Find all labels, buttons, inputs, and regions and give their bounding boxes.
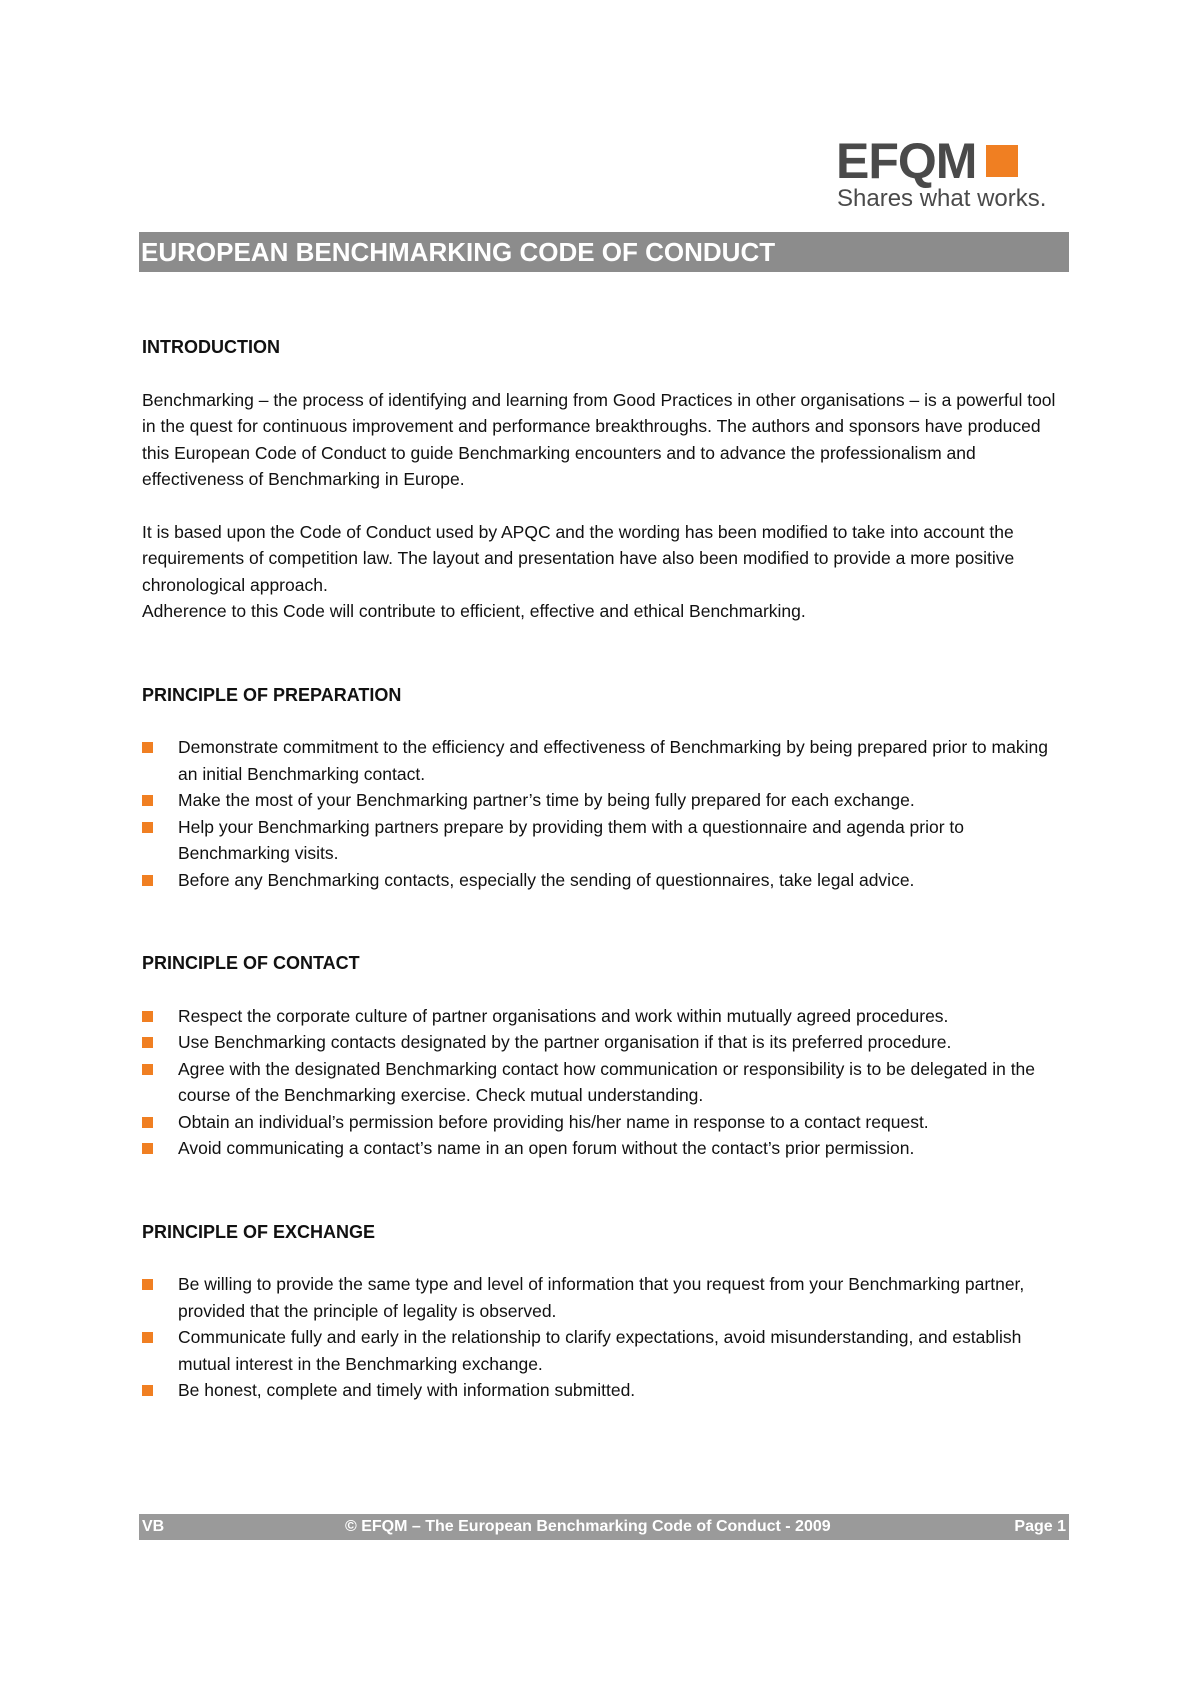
list-item [142,867,1072,894]
square-bullet-icon [142,822,153,833]
list-item [142,1271,1072,1324]
footer-copyright: © EFQM – The European Benchmarking Code of Conduct - 2009 [345,1518,831,1535]
logo-wordmark: EFQM [836,133,977,189]
contact-heading: PRINCIPLE OF CONTACT [142,953,360,973]
list-item-text: Before any Benchmarking contacts, especially the sending of questionnaires, take legal advice. [178,869,915,890]
list-item-text: Help your Benchmarking partners prepare by providing them with a questionnaire and agenda prior to Benchmarking visits. [178,816,965,863]
list-item-text: Communicate fully and early in the relationship to clarify expectations, avoid misunderstanding, and establish mutual interest in the Benchmarking exchange. [178,1327,1022,1374]
list-item-text: Use Benchmarking contacts designated by the partner organisation if that is its preferred procedure. [178,1032,952,1052]
footer-page-number: Page 1 [1014,1518,1066,1535]
square-bullet-icon [142,1011,153,1022]
list-item-text: Make the most of your Benchmarking partner’s time by being fully prepared for each exchange. [178,790,915,810]
square-bullet-icon [142,1117,153,1128]
list-item [142,1029,1072,1056]
introduction-paragraph-2: It is based upon the Code of Conduct used by APQC and the wording has been modified to take into account the requirements of competition law. The layout and presentation have also been modified to provide a more positive chronological approach. [142,521,1015,595]
list-item [142,1109,1072,1136]
document-title: EUROPEAN BENCHMARKING CODE OF CONDUCT [141,237,776,267]
list-item-text: Be honest, complete and timely with information submitted. [178,1380,636,1400]
square-bullet-icon [142,742,153,753]
list-item [142,734,1072,787]
list-item [142,787,1072,814]
introduction-paragraph-1: Benchmarking – the process of identifying and learning from Good Practices in other organisations – is a powerful tool in the quest for continuous improvement and performance breakthroughs. The authors and sponsors have produced this European Code of Conduct to guide Benchmarking encounters and to advance the professionalism and effectiveness of Benchmarking in Europe. [142,389,1056,489]
list-item-text: Avoid communicating a contact’s name in an open forum without the contact’s prior permission. [178,1138,915,1158]
list-item [142,814,1072,867]
logo-square-icon [986,145,1018,177]
preparation-list [142,734,1072,893]
list-item-text: Obtain an individual’s permission before providing his/her name in response to a contact request. [178,1111,929,1132]
contact-list [142,1003,1072,1162]
exchange-heading: PRINCIPLE OF EXCHANGE [142,1221,376,1242]
square-bullet-icon [142,1037,153,1048]
square-bullet-icon [142,1143,153,1154]
document-body [142,334,1072,1404]
list-item-text: Respect the corporate culture of partner organisations and work within mutually agreed procedures. [178,1005,949,1026]
introduction-heading: INTRODUCTION [142,337,280,357]
title-bar [139,232,1069,272]
square-bullet-icon [142,1385,153,1396]
preparation-heading: PRINCIPLE OF PREPARATION [142,684,402,705]
list-item-text: Demonstrate commitment to the efficiency and effectiveness of Benchmarking by being prepared prior to making an initial Benchmarking contact. [178,737,1048,784]
list-item-text: Agree with the designated Benchmarking contact how communication or responsibility is to be delegated in the course of the Benchmarking exercise. Check mutual understanding. [178,1058,1036,1105]
page-footer [139,1514,1069,1540]
square-bullet-icon [142,1332,153,1343]
list-item [142,1377,1072,1404]
list-item [142,1135,1072,1162]
list-item [142,1003,1072,1030]
list-item-text: Be willing to provide the same type and level of information that you request from your Benchmarking partner, provided that the principle of legality is observed. [178,1274,1025,1321]
exchange-list [142,1271,1072,1404]
square-bullet-icon [142,1064,153,1075]
introduction-paragraph-3: Adherence to this Code will contribute to efficient, effective and ethical Benchmarking. [142,601,806,621]
logo-tagline: Shares what works. [837,185,1047,212]
footer-author-initials: VB [142,1518,165,1535]
square-bullet-icon [142,795,153,806]
square-bullet-icon [142,1279,153,1290]
square-bullet-icon [142,875,153,886]
list-item [142,1324,1072,1377]
efqm-logo [836,133,1076,216]
list-item [142,1056,1072,1109]
